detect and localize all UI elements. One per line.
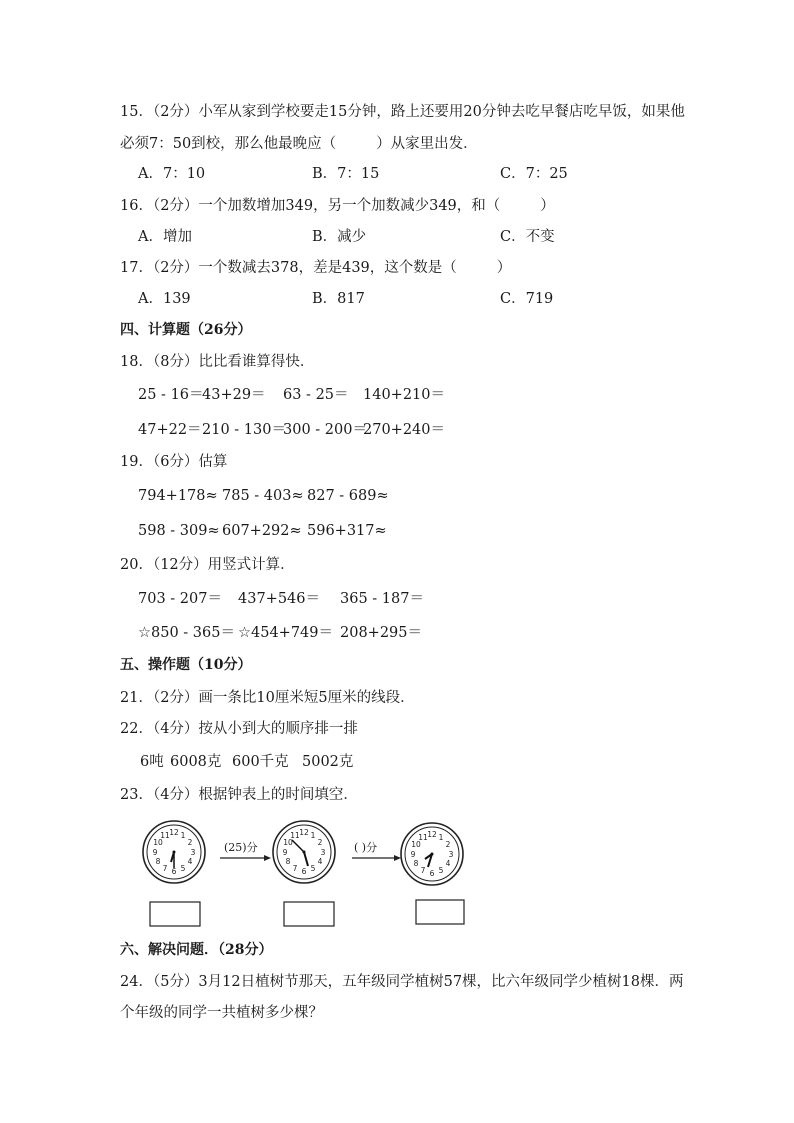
question-22-title: 22．（4分）按从小到大的顺序排一排: [120, 721, 358, 737]
svg-text:3: 3: [320, 848, 326, 857]
svg-text:3: 3: [448, 850, 454, 859]
svg-text:3: 3: [190, 848, 196, 857]
svg-text:8: 8: [413, 859, 419, 868]
svg-text:2: 2: [445, 840, 451, 849]
q20-expr: 703 - 207＝: [138, 591, 222, 607]
q15-option-b[interactable]: B．7：15: [312, 166, 380, 182]
svg-text:11: 11: [160, 831, 170, 840]
q15-option-a[interactable]: A．7：10: [138, 166, 206, 182]
q19-expr: 785 - 403≈: [222, 488, 304, 504]
q17-option-c[interactable]: C．719: [500, 291, 554, 307]
svg-text:10: 10: [153, 838, 163, 847]
q19-expr: 598 - 309≈: [138, 523, 220, 539]
svg-text:9: 9: [152, 848, 158, 857]
svg-text:5: 5: [310, 864, 316, 873]
q18-expr: 63 - 25＝: [283, 387, 349, 403]
svg-text:11: 11: [418, 833, 428, 842]
svg-text:8: 8: [285, 857, 291, 866]
q17-option-a[interactable]: A．139: [138, 291, 191, 307]
svg-text:5: 5: [438, 866, 444, 875]
clock-diagram-svg: [140, 812, 480, 932]
question-24-line-1: 24．（5分）3月12日植树节那天，五年级同学植树57棵，比六年级同学少植树18棵．两: [120, 974, 684, 990]
question-24-line-2: 个年级的同学一共植树多少棵？: [120, 1005, 323, 1021]
question-19-title: 19．（6分）估算: [120, 454, 228, 470]
question-23-title: 23．（4分）根据钟表上的时间填空．: [120, 787, 358, 803]
svg-text:4: 4: [187, 857, 193, 866]
svg-text:7: 7: [162, 864, 168, 873]
q22-item: 5002克: [302, 754, 354, 770]
svg-text:10: 10: [411, 840, 421, 849]
svg-text:7: 7: [292, 864, 298, 873]
answer-box-1[interactable]: [150, 902, 200, 926]
section-4-heading: 四、计算题（26分）: [120, 322, 252, 338]
svg-text:2: 2: [187, 838, 193, 847]
q20-expr: ☆850 - 365＝: [138, 625, 235, 641]
q16-option-b[interactable]: B．减少: [312, 229, 367, 245]
q19-expr: 794+178≈: [138, 488, 218, 504]
svg-text:12: 12: [427, 830, 437, 839]
q19-expr: 827 - 689≈: [307, 488, 389, 504]
svg-text:7: 7: [420, 866, 426, 875]
svg-text:6: 6: [301, 867, 307, 876]
q22-item: 600千克: [232, 754, 289, 770]
question-20-title: 20．（12分）用竖式计算．: [120, 557, 295, 573]
svg-text:5: 5: [180, 864, 186, 873]
svg-text:4: 4: [317, 857, 323, 866]
q19-expr: 596+317≈: [307, 523, 387, 539]
question-17: 17．（2分）一个数减去378，差是439，这个数是（ ）: [120, 260, 512, 276]
question-18-title: 18．（8分）比比看谁算得快．: [120, 354, 315, 370]
svg-text:11: 11: [290, 831, 300, 840]
question-16: 16．（2分）一个加数增加349，另一个加数减少349，和（ ）: [120, 198, 555, 214]
q18-expr: 25 - 16＝: [138, 387, 204, 403]
clock-diagram: [140, 812, 480, 932]
arrow-1-label: (25)分: [224, 841, 258, 854]
answer-box-3[interactable]: [416, 900, 464, 924]
svg-text:9: 9: [282, 848, 288, 857]
svg-text:9: 9: [410, 850, 416, 859]
q18-expr: 47+22＝: [138, 422, 202, 438]
svg-text:1: 1: [310, 831, 316, 840]
q18-expr: 300 - 200＝: [283, 422, 367, 438]
q20-expr: 437+546＝: [238, 591, 321, 607]
svg-text:1: 1: [438, 833, 444, 842]
q20-expr: 208+295＝: [340, 625, 423, 641]
q20-expr: ☆454+749＝: [238, 625, 334, 641]
svg-text:2: 2: [317, 838, 323, 847]
section-6-heading: 六、解决问题．（28分）: [120, 942, 273, 958]
q22-item: 6吨: [140, 754, 164, 770]
svg-text:12: 12: [299, 828, 309, 837]
clock-face-1: [143, 821, 205, 883]
section-5-heading: 五、操作题（10分）: [120, 657, 252, 673]
svg-text:4: 4: [445, 859, 451, 868]
svg-text:1: 1: [180, 831, 186, 840]
q18-expr: 270+240＝: [363, 422, 446, 438]
svg-text:6: 6: [429, 869, 435, 878]
svg-text:8: 8: [155, 857, 161, 866]
clock-face-2: [273, 821, 335, 883]
q15-option-c[interactable]: C．7：25: [500, 166, 568, 182]
q18-expr: 43+29＝: [202, 387, 266, 403]
q20-expr: 365 - 187＝: [340, 591, 424, 607]
svg-text:10: 10: [283, 838, 293, 847]
q18-expr: 140+210＝: [363, 387, 446, 403]
svg-text:6: 6: [171, 867, 177, 876]
clock-face-3: [401, 823, 463, 885]
answer-box-2[interactable]: [284, 902, 334, 926]
arrow-2-label[interactable]: ( )分: [354, 841, 378, 854]
q19-expr: 607+292≈: [222, 523, 302, 539]
q17-option-b[interactable]: B．817: [312, 291, 365, 307]
question-21-title: 21．（2分）画一条比10厘米短5厘米的线段．: [120, 690, 415, 706]
q16-option-c[interactable]: C．不变: [500, 229, 555, 245]
q18-expr: 210 - 130＝: [202, 422, 286, 438]
q16-option-a[interactable]: A．增加: [138, 229, 192, 245]
svg-text:12: 12: [169, 828, 179, 837]
question-15-line-2: 必须7：50到校，那么他最晚应（ ）从家里出发．: [120, 136, 478, 152]
q22-item: 6008克: [170, 754, 222, 770]
question-15-line-1: 15．（2分）小军从家到学校要走15分钟，路上还要用20分钟去吃早餐店吃早饭，如果他: [120, 104, 685, 120]
